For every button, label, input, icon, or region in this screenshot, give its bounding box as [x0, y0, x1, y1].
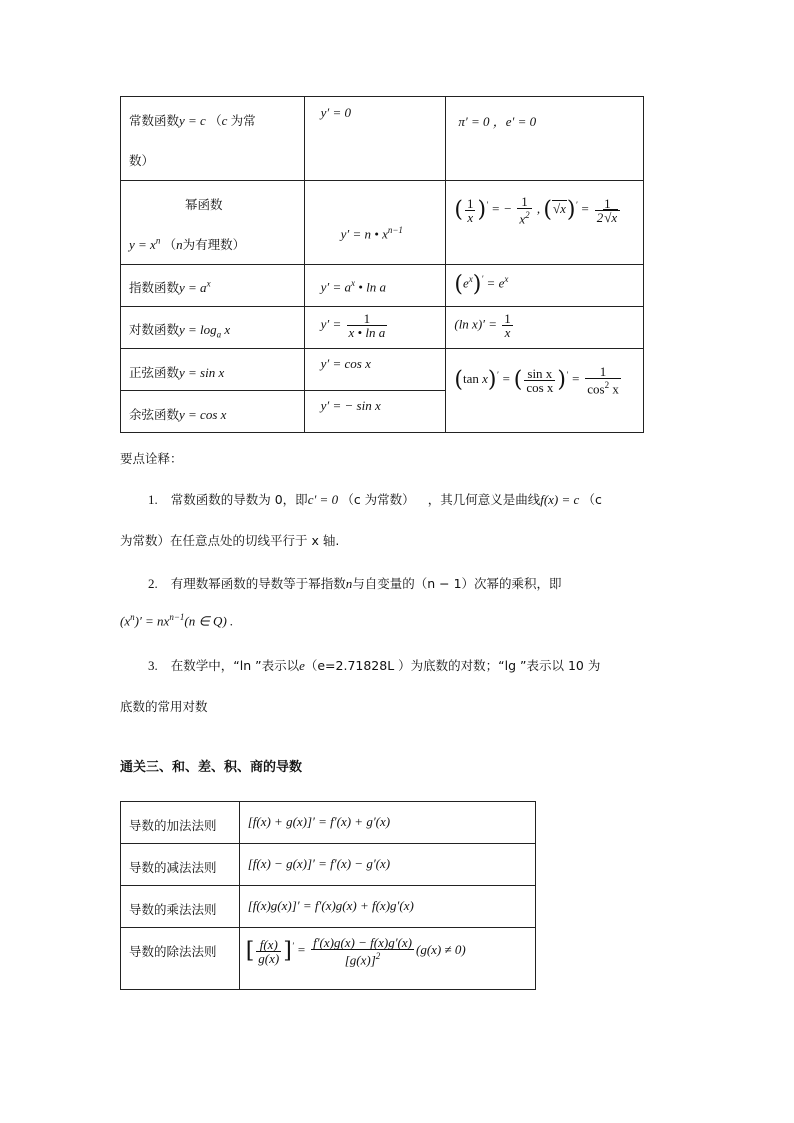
derivative-cell: $y' = a^x$ • ln a — [304, 265, 446, 307]
quotient-rule-formula: [ $\frac{f(x)}{g(x)}$ ]′ = $\frac{f'(x)g(x) - f(x)g'(x)}{[g(x)]^2}$ (g(x) ≠ 0) — [245, 935, 466, 968]
table-row — [121, 181, 644, 265]
example-cell: (ln x)′ = $\frac{1}{x}$ — [446, 307, 644, 349]
derivative-cell: y′ = cos x — [304, 349, 446, 391]
note-3: 3. 在数学中，“ln ”表示以e（e=2.71828L ）为底数的对数；“lg ”表示以 10 为 — [148, 658, 601, 673]
power-examples: ( $\frac{1}{x}$ )′ = − $\frac{1}{x^2}$ , (√x)′ = $\frac{1}{2√x}$ — [454, 195, 622, 225]
note-1: 1. 常数函数的导数为 0，即c′ = 0 （c 为常数） ，其几何意义是曲线f(x) = c （c — [148, 492, 602, 507]
table-row — [121, 265, 644, 307]
example-cell-tan — [446, 349, 644, 433]
function-cell: 余弦函数y = cos x — [121, 391, 305, 433]
function-cell: 对数函数$y = \log_a x$ — [121, 307, 305, 349]
rule-label-cell: 导数的乘法法则 — [121, 886, 240, 928]
derivative-cell: y′ = n • $x^{n-1}$ — [304, 181, 446, 265]
note-3-line-2: 底数的常用对数 — [120, 699, 208, 714]
derivative-cell: y′ = $\frac{1}{\text{x • ln a}}$ — [304, 307, 446, 349]
rule-formula-cell: [f(x)g(x)]′ = f′(x)g(x) + f(x)g′(x) — [239, 886, 535, 928]
derivative-cell: y′ = − sin x — [304, 391, 446, 433]
table-row — [121, 886, 536, 928]
table-row — [121, 349, 644, 391]
rule-formula-cell — [239, 928, 535, 990]
function-cell: 指数函数$y = a^x$ — [121, 265, 305, 307]
tan-derivative: (tan x)′ = ( $\frac{\text{sin x}}{\text{cos x}}$ )′ = $\frac{1}{\cos^2 x}$ — [454, 364, 619, 397]
function-cell: 幂函数 $y = x^n$ （n为有理数） — [121, 181, 305, 265]
rule-label-cell: 导数的减法法则 — [121, 844, 240, 886]
table-row — [121, 307, 644, 349]
table-row — [121, 802, 536, 844]
example-cell: $(e^x)' = e^x$ — [446, 265, 644, 307]
table-row — [121, 97, 644, 181]
rule-label-cell: 导数的加法法则 — [121, 802, 240, 844]
derivative-rules-table — [120, 801, 536, 990]
section-heading: 通关三、和、差、积、商的导数 — [120, 760, 303, 775]
rule-label-cell: 导数的除法法则 — [121, 928, 240, 990]
function-cell: 常数函数y = c （c 为常 数） — [121, 97, 305, 181]
cell-continuation: 数） — [129, 153, 155, 168]
derivative-cell: y′ = 0 — [304, 97, 446, 181]
note-2-formula: $(x^n)' = nx^{n-1}(n$ ∈ Q) . — [120, 612, 234, 629]
notes-title: 要点诠释： — [120, 451, 183, 466]
function-cell: 正弦函数y = sin x — [121, 349, 305, 391]
table-row — [121, 844, 536, 886]
derivative-table-basic — [120, 96, 644, 433]
table-row — [121, 928, 536, 990]
note-2: 2. 有理数幂函数的导数等于幂指数n与自变量的（n − 1）次幂的乘积，即 — [148, 576, 562, 591]
example-cell: π′ = 0 ，e′ = 0 — [446, 97, 644, 181]
rule-formula-cell: [f(x) − g(x)]′ = f′(x) − g′(x) — [239, 844, 535, 886]
example-cell — [446, 181, 644, 265]
rule-formula-cell: [f(x) + g(x)]′ = f′(x) + g′(x) — [239, 802, 535, 844]
note-1-line-2: 为常数）在任意点处的切线平行于 x 轴. — [120, 533, 340, 548]
